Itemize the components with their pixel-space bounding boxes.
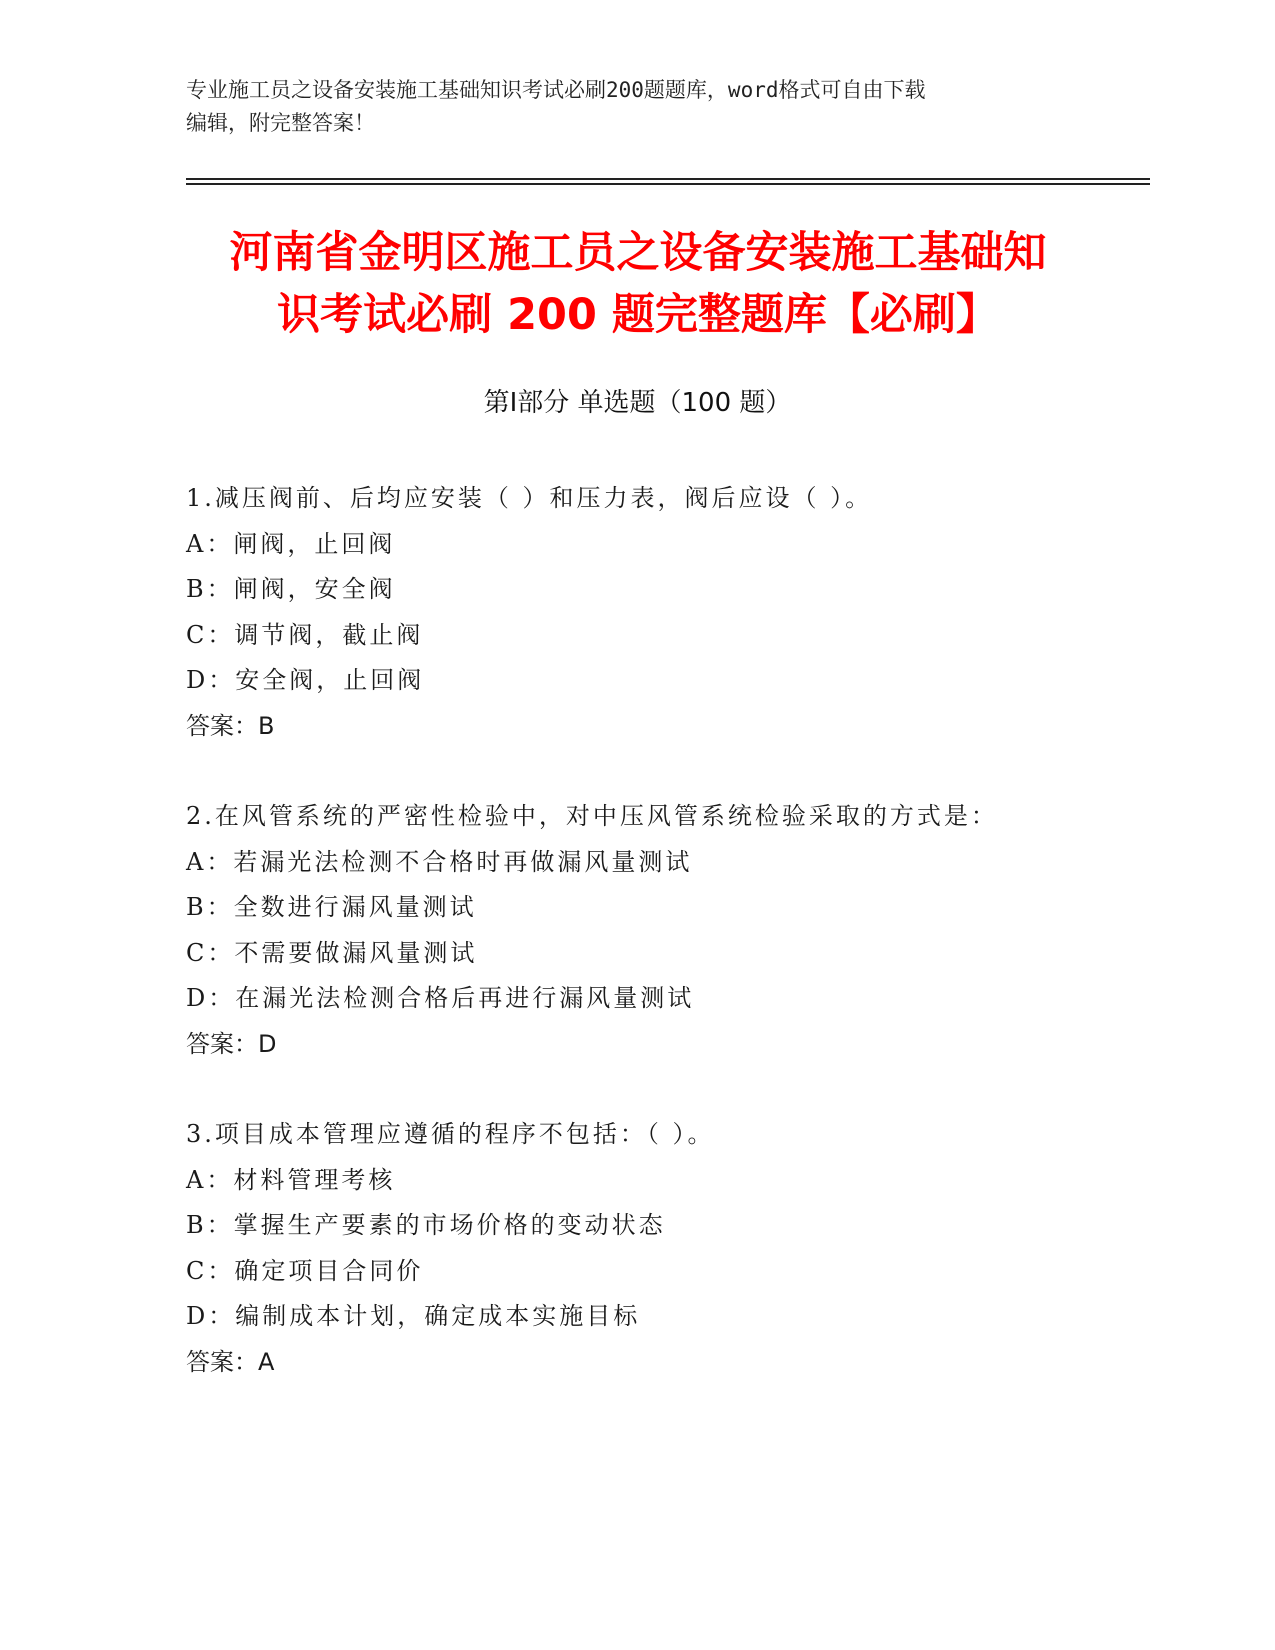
option-a: A：若漏光法检测不合格时再做漏风量测试 [186,847,693,876]
answer: 答案：D [186,1029,277,1058]
question-stem: 3.项目成本管理应遵循的程序不包括：（ ）。 [186,1120,715,1148]
option-c: C：不需要做漏风量测试 [186,938,478,967]
question-2 [186,794,1126,1067]
option-b: B：闸阀，安全阀 [186,575,396,603]
option-d: D：编制成本计划，确定成本实施目标 [186,1302,641,1330]
answer: 答案：A [186,1347,275,1376]
document-title-line-2: 识考试必刷 200 题完整题库【必刷】 [277,290,999,340]
header-note [186,74,1066,140]
document-title-line-1: 河南省金明区施工员之设备安装施工基础知 [229,228,1047,278]
answer: 答案：B [186,711,275,740]
option-b: B：掌握生产要素的市场价格的变动状态 [186,1211,666,1239]
question-stem: 1.减压阀前、后均应安装（ ）和压力表，阀后应设（ ）。 [186,484,873,512]
option-c: C：调节阀，截止阀 [186,620,424,649]
header-divider-bottom [186,183,1150,185]
header-divider-top [186,178,1150,180]
question-1 [186,476,1126,749]
question-3 [186,1112,1126,1385]
header-note-line-1: 专业施工员之设备安装施工基础知识考试必刷200题题库，word格式可自由下载 [186,78,926,102]
question-stem: 2.在风管系统的严密性检验中，对中压风管系统检验采取的方式是： [186,802,998,830]
option-d: D：安全阀，止回阀 [186,666,425,694]
option-b: B：全数进行漏风量测试 [186,893,477,921]
header-note-line-2: 编辑，附完整答案！ [186,111,375,135]
option-a: A：材料管理考核 [186,1165,396,1194]
document-title [160,222,1116,346]
option-c: C：确定项目合同价 [186,1256,424,1285]
section-title: 第Ⅰ部分 单选题（100 题） [483,388,792,418]
option-d: D：在漏光法检测合格后再进行漏风量测试 [186,984,695,1012]
option-a: A：闸阀，止回阀 [186,529,396,558]
